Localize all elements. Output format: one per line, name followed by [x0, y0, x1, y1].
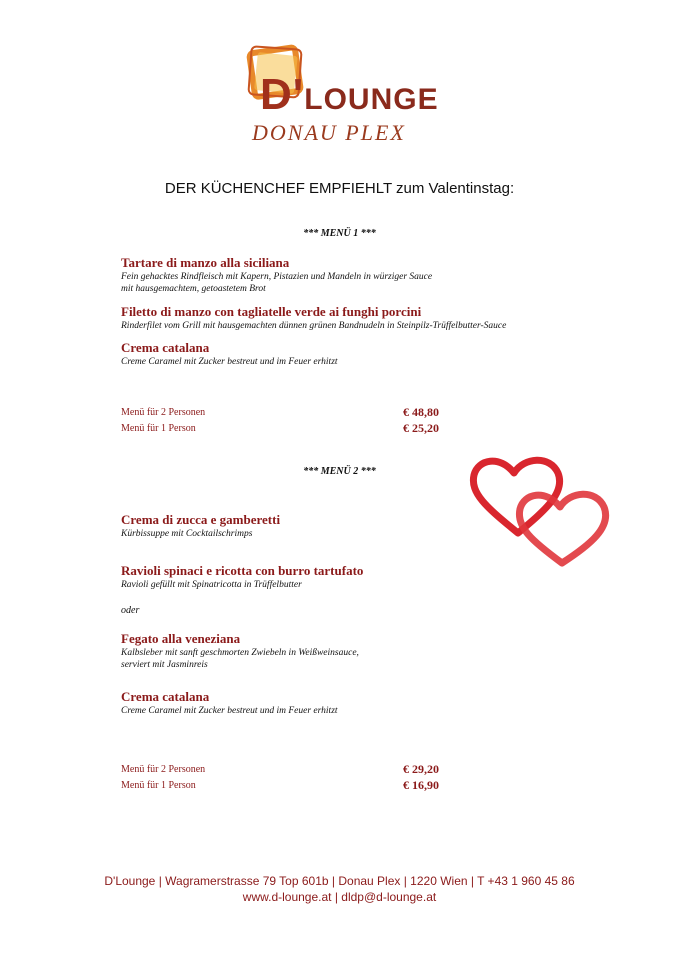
footer-address: D'Lounge | Wagramerstrasse 79 Top 601b | Donau Plex | 1220 Wien | T +43 1 960 45 86	[104, 874, 575, 888]
menu2-title: *** MENÜ 2 ***	[303, 466, 376, 477]
logo	[240, 30, 440, 150]
dish-description: mit hausgemachtem, getoastetem Brot	[121, 284, 266, 294]
menu1-price-2-persons	[121, 405, 451, 419]
dish-name: Crema catalana	[121, 689, 210, 704]
menu1-title: *** MENÜ 1 ***	[303, 228, 376, 239]
price-label: Menü für 2 Personen	[121, 407, 206, 418]
menu2-dish-4	[121, 689, 601, 717]
menu2-dish-3	[121, 631, 601, 671]
or-label: oder	[121, 605, 140, 616]
menu2-price-1-person	[121, 778, 451, 792]
price-value: € 48,80	[403, 405, 439, 419]
menu2-dish-1	[121, 512, 601, 540]
price-value: € 29,20	[403, 762, 439, 776]
menu1-dish-2	[121, 304, 601, 332]
price-value: € 16,90	[403, 778, 439, 792]
dish-name: Filetto di manzo con tagliatelle verde ai funghi porcini	[121, 304, 422, 319]
footer-contact: www.d-lounge.at | dldp@d-lounge.at	[242, 890, 437, 904]
dish-name: Crema di zucca e gamberetti	[121, 512, 281, 527]
dish-description: serviert mit Jasminreis	[121, 660, 208, 670]
price-value: € 25,20	[403, 421, 439, 435]
dish-description: Ravioli gefüllt mit Spinatricotta in Trüffelbutter	[121, 580, 302, 590]
dish-description: Fein gehacktes Rindfleisch mit Kapern, Pistazien und Mandeln in würziger Sauce	[121, 272, 433, 282]
price-label: Menü für 1 Person	[121, 780, 196, 791]
dish-name: Tartare di manzo alla siciliana	[121, 255, 290, 270]
menu1-price-1-person	[121, 421, 451, 435]
menu2-price-2-persons	[121, 762, 451, 776]
dish-name: Crema catalana	[121, 340, 210, 355]
page-headline: DER KÜCHENCHEF EMPFIEHLT zum Valentinstag:	[164, 180, 515, 197]
dish-description: Creme Caramel mit Zucker bestreut und im Feuer erhitzt	[121, 357, 338, 367]
dish-name: Ravioli spinaci e ricotta con burro tartufato	[121, 563, 364, 578]
menu1-dish-3	[121, 340, 601, 368]
menu1-dish-1	[121, 255, 601, 295]
dish-name: Fegato alla veneziana	[121, 631, 241, 646]
logo-subtitle: DONAU PLEX	[252, 120, 406, 145]
dish-description: Rinderfilet vom Grill mit hausgemachten dünnen grünen Bandnudeln in Steinpilz-Trüffelbutter-Sauce	[121, 321, 507, 331]
logo-wordmark: D'LOUNGE	[260, 70, 439, 119]
menu2-dish-2	[121, 563, 601, 591]
dish-description: Creme Caramel mit Zucker bestreut und im Feuer erhitzt	[121, 706, 338, 716]
price-label: Menü für 2 Personen	[121, 764, 206, 775]
dish-description: Kürbissuppe mit Cocktailschrimps	[121, 529, 253, 539]
price-label: Menü für 1 Person	[121, 423, 196, 434]
dish-description: Kalbsleber mit sanft geschmorten Zwiebeln in Weißweinsauce,	[121, 648, 359, 658]
